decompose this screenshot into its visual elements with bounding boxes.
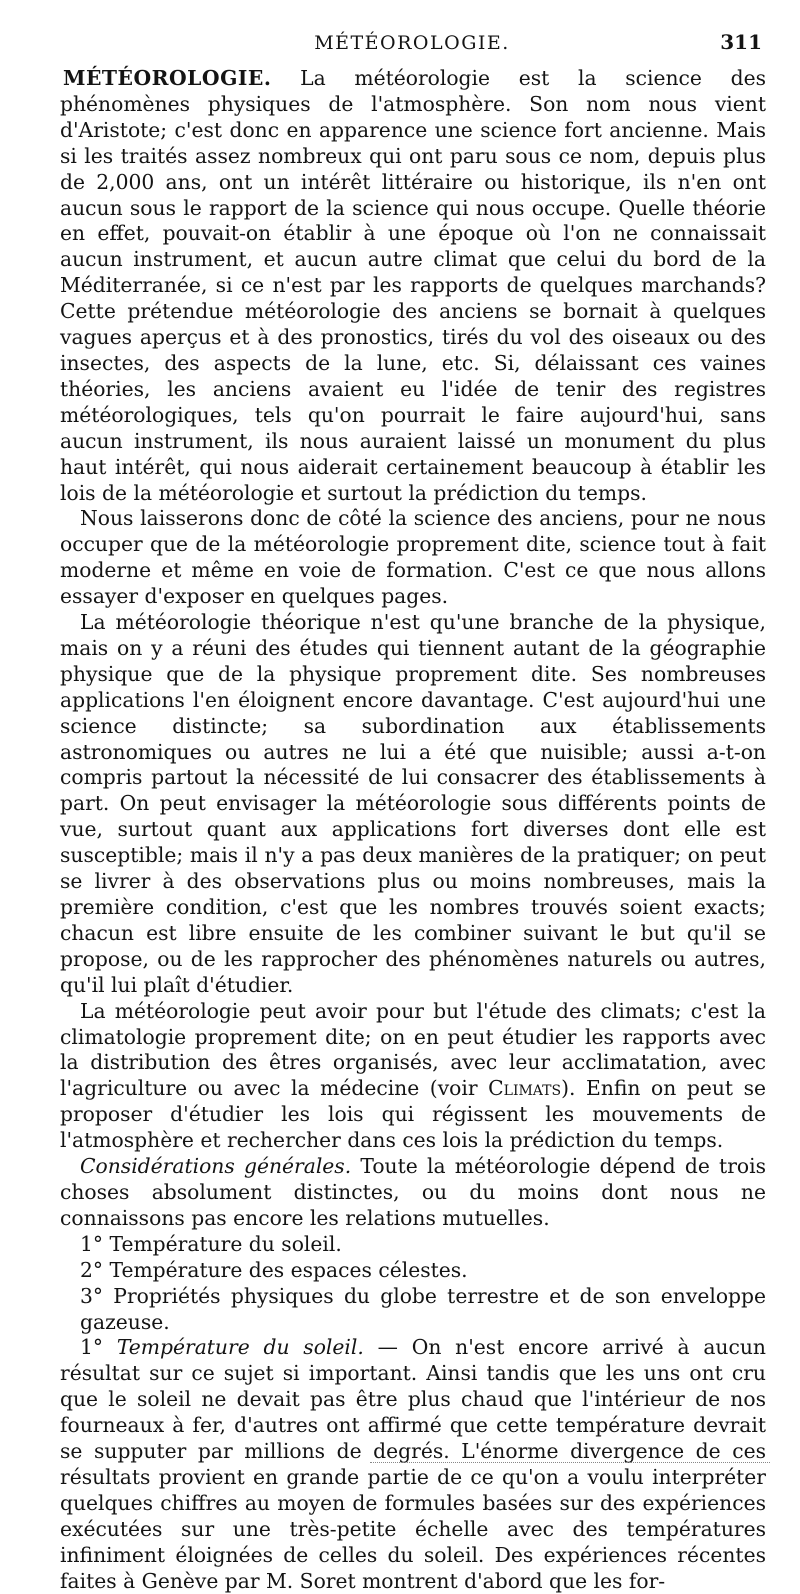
paragraph-sun-temperature [60, 1335, 766, 1594]
article-heading: MÉTÉOROLOGIE. [63, 66, 272, 90]
paragraph-text: La météorologie est la science des phénomènes physiques de l'atmosphère. Son nom nous vient d'Aristote; c'est donc en apparence une science fort ancienne. Mais si les traités assez nombreux qui ont paru sous ce nom, depuis plus de 2,000 ans, ont un intérêt littéraire ou historique, ils n'en ont aucun sous le rapport de la science qui nous occupe. Quelle théorie en effet, pouvait-on établir à une époque où l'on ne connaissait aucun instrument, et aucun autre climat que celui du bord de la Méditerranée, si ce n'est par les rapports de quelques marchands? Cette prétendue météorologie des anciens se bornait à quelques vagues aperçus et à des pronostics, tirés du vol des oiseaux ou des insectes, des aspects de la lune, etc. Si, délaissant ces vaines théories, les anciens avaient eu l'idée de tenir des registres météorologiques, tels qu'on pourrait le faire aujourd'hui, sans aucun instrument, ils nous auraient laissé un monument du plus haut intérêt, qui nous aiderait certainement beaucoup à établir les lois de la météorologie et surtout la prédiction du temps. [60, 66, 766, 505]
page-number: 311 [720, 30, 762, 54]
paragraph: Nous laisserons donc de côté la science des anciens, pour ne nous occuper que de la météorologie proprement dite, science tout à fait moderne et même en voie de formation. C'est ce que nous allons essayer d'exposer en quelques pages. [60, 506, 766, 609]
page-header [62, 30, 762, 60]
paragraph-climatology [60, 999, 766, 1154]
running-title: MÉTÉOROLOGIE. [314, 32, 510, 54]
paragraph-text: — On n'est encore arrivé à aucun résultat sur ce sujet si important. Ainsi tandis que les uns ont cru que le soleil ne devait pas être plus chaud que l'intérieur de nos fourneaux à fer, d'autres ont affirmé que cette température devrait se supputer par millions de degrés. L'énorme divergence de ces résultats provient en grande partie de ce qu'on a voulu interpréter quelques chiffres au moyen de formules basées sur des expériences exécutées sur une très-petite échelle avec des températures infiniment éloignées de celles du soleil. Des expériences récentes faites à Genève par M. Soret montrent d'abord que les for- [60, 1335, 766, 1593]
list-item: 3° Propriétés physiques du globe terrestre et de son enveloppe gazeuse. [80, 1283, 766, 1334]
paragraph-text: ). Enfin on peut se proposer d'étudier les lois qui régissent les mouvements de l'atmosphère et rechercher dans ces lois la prédiction du temps. [60, 1076, 767, 1153]
section-heading: Considérations générales. [80, 1154, 352, 1179]
list-item: 2° Température des espaces célestes. [80, 1257, 468, 1282]
cross-reference: Climats [488, 1076, 562, 1101]
section-heading: Température du soleil. [116, 1335, 364, 1360]
item-number: 1° [80, 1335, 117, 1360]
paragraph-text: Toute la météorologie dépend de trois choses absolument distinctes, ou du moins dont nous ne connaissons pas encore les relations mutuelles. [60, 1154, 766, 1230]
paragraph-text: La météorologie peut avoir pour but l'étude des climats; c'est la climatologie proprement dite; on en peut étudier les rapports avec la distribution des êtres organisés, avec leur acclimatation, avec l'agriculture ou avec la médecine (voir [60, 998, 766, 1101]
paragraph-intro [60, 66, 766, 506]
article-body [60, 66, 766, 1594]
footer-rule [370, 1462, 770, 1463]
list-item: 1° Température du soleil. [80, 1231, 342, 1256]
paragraph-general-considerations [60, 1154, 766, 1232]
paragraph: La météorologie théorique n'est qu'une branche de la physique, mais on y a réuni des études qui tiennent autant de la géographie physique que de la physique proprement dite. Ses nombreuses applications l'en éloignent encore davantage. C'est aujourd'hui une science distincte; sa subordination aux établissements astronomiques ou autres ne lui a été que nuisible; aussi a-t-on compris partout la nécessité de lui consacrer des établissements à part. On peut envisager la météorologie sous différents points de vue, surtout quant aux applications fort diverses dont elle est susceptible; mais il n'y a pas deux manières de la pratiquer; on peut se livrer à des observations plus ou moins nombreuses, mais la première condition, c'est que les nombres trouvés soient exacts; chacun est libre ensuite de les combiner suivant le but qu'il se propose, ou de les rapprocher des phénomènes naturels ou autres, qu'il lui plaît d'étudier. [60, 610, 766, 997]
